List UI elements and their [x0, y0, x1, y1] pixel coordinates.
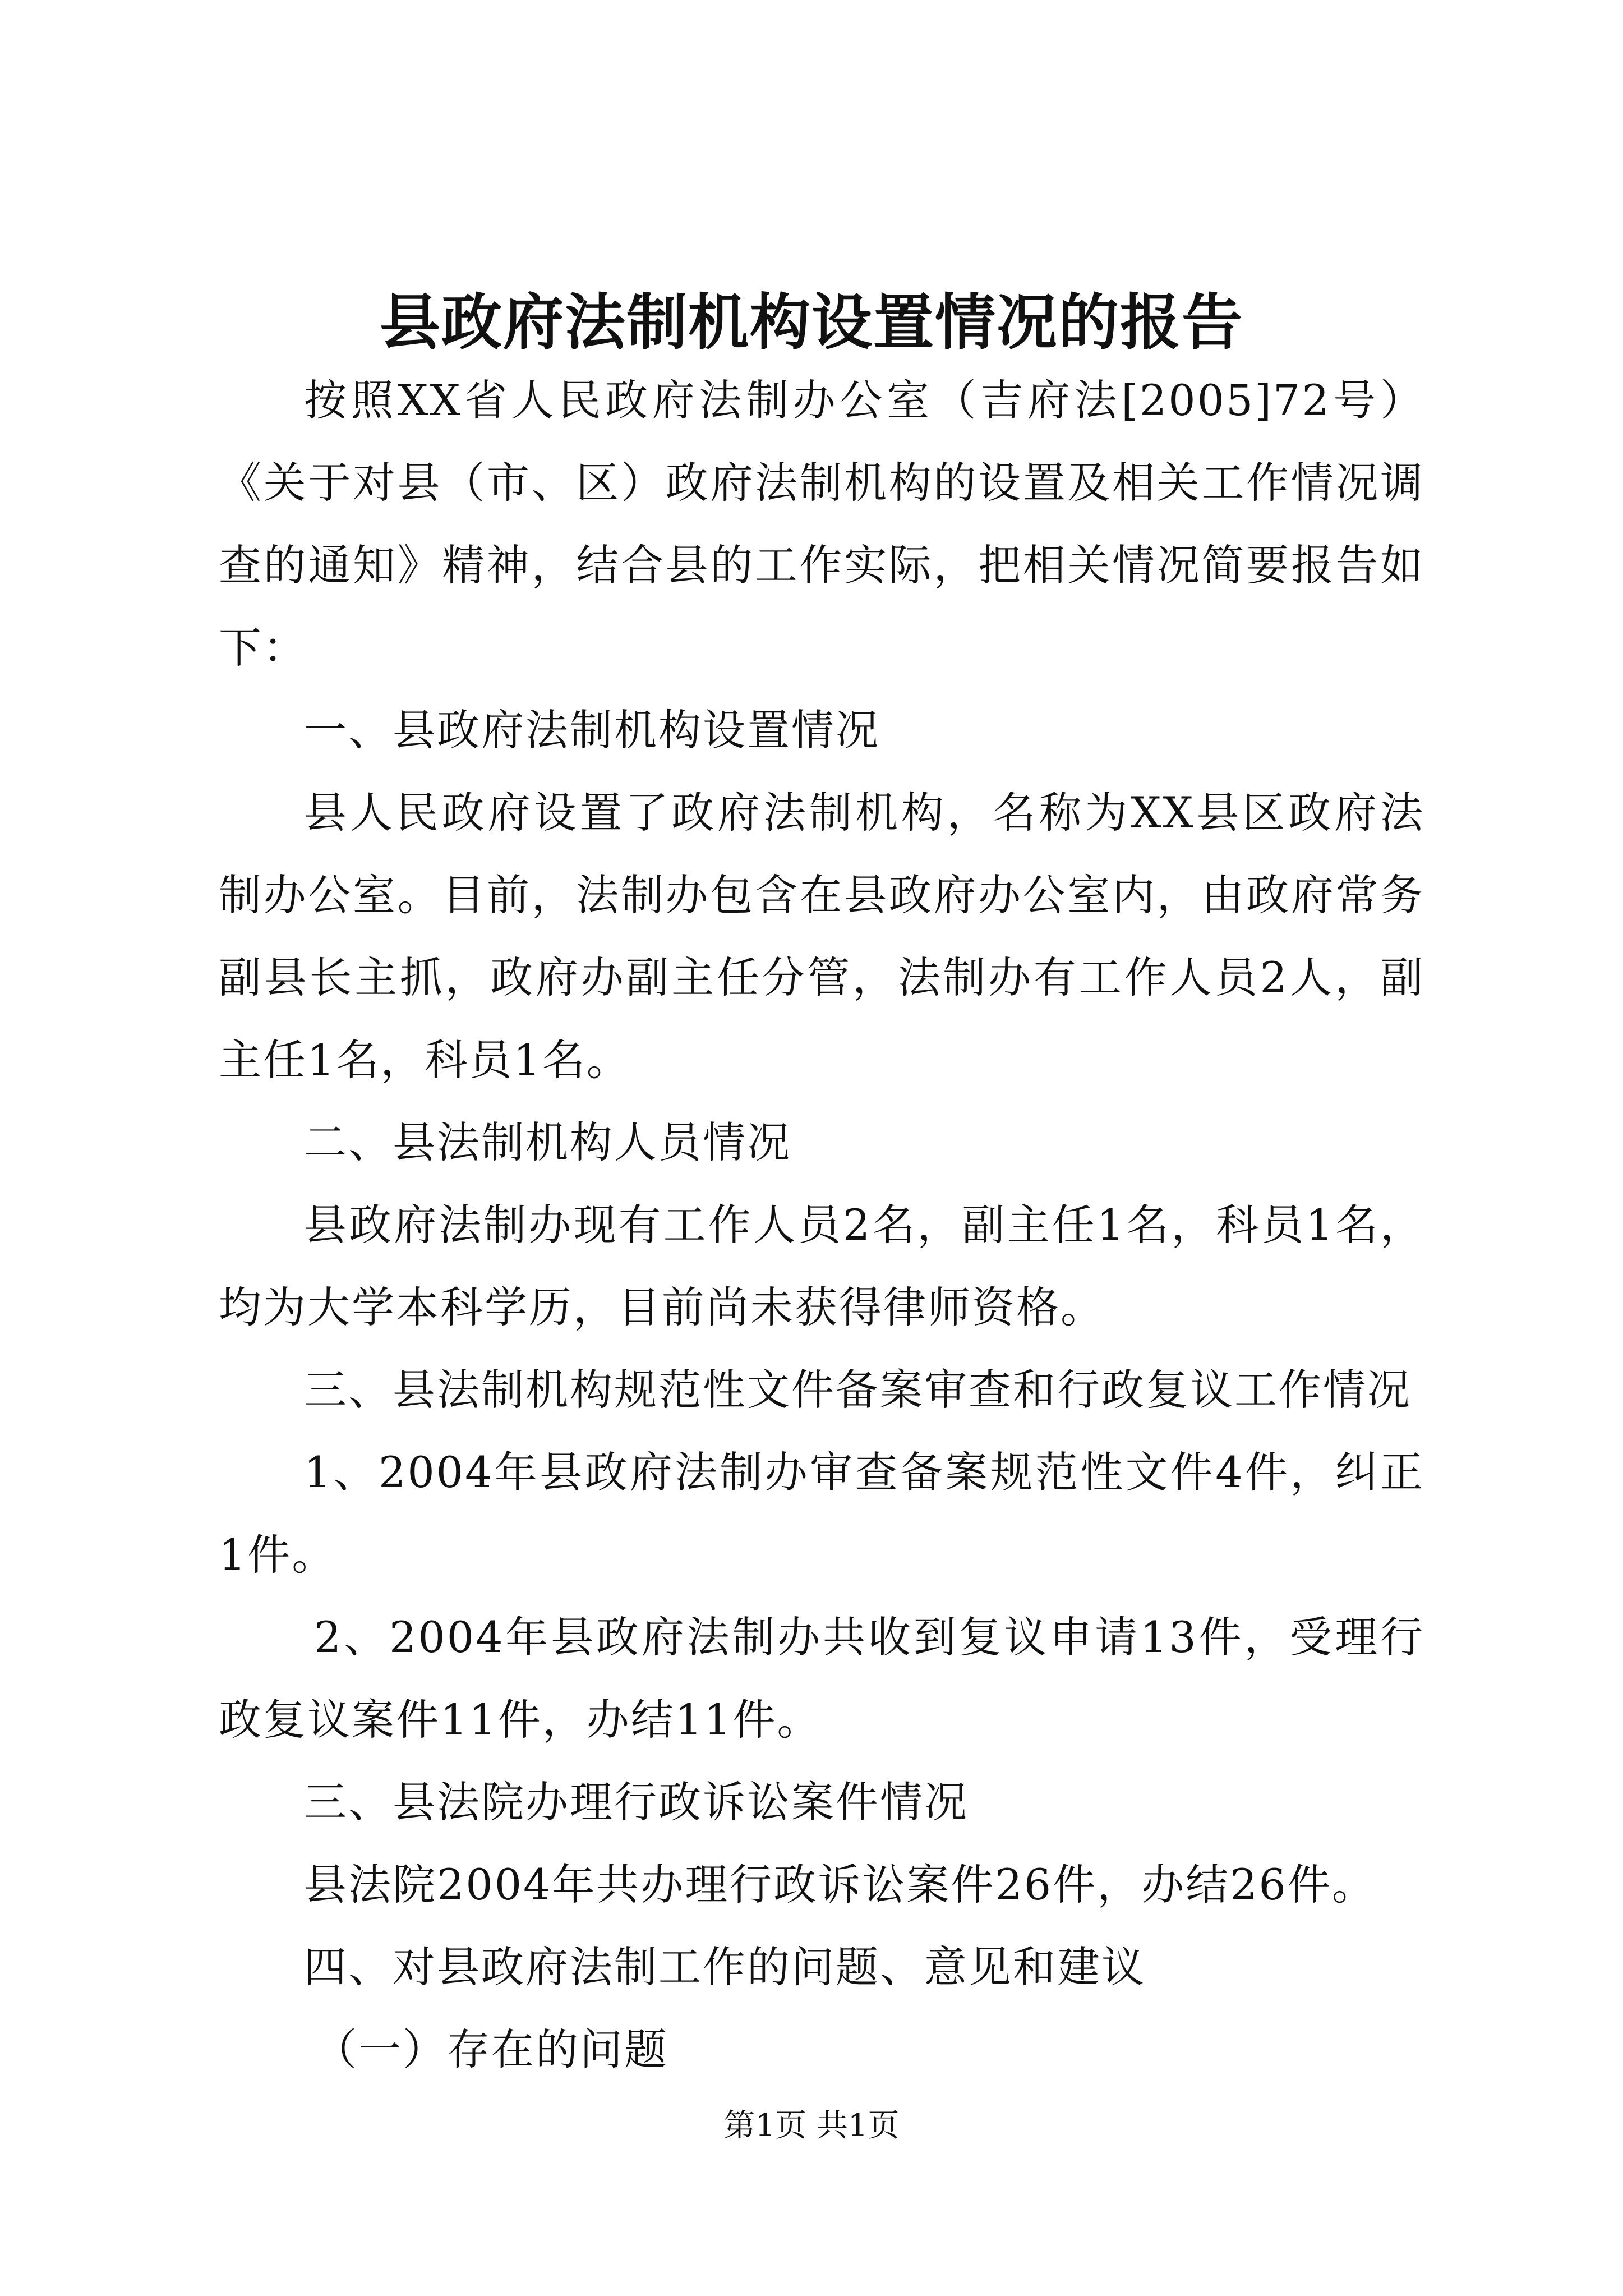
- section-heading-3: 三、县法制机构规范性文件备案审查和行政复议工作情况: [304, 1365, 1412, 1415]
- document-body: [219, 359, 1424, 2091]
- section-heading-4: 四、对县政府法制工作的问题、意见和建议: [304, 1942, 1146, 1992]
- section-3-item-1: 1、2004年县政府法制办审查备案规范性文件4件，纠正1件。: [219, 1447, 1424, 1580]
- section-2-paragraph: 县政府法制办现有工作人员2名，副主任1名，科员1名，均为大学本科学历，目前尚未获得律师资格。: [219, 1200, 1424, 1332]
- section-heading-court: 三、县法院办理行政诉讼案件情况: [304, 1777, 969, 1827]
- court-paragraph: 县法院2004年共办理行政诉讼案件26件，办结26件。: [304, 1860, 1376, 1910]
- intro-paragraph: 按照XX省人民政府法制办公室（吉府法[2005]72号）《关于对县（市、区）政府法制机构的设置及相关工作情况调查的通知》精神，结合县的工作实际，把相关情况简要报告如下：: [219, 375, 1424, 673]
- document-title: 县政府法制机构设置情况的报告: [379, 287, 1243, 358]
- subsection-heading-1: （一）存在的问题: [314, 2024, 668, 2074]
- page-footer: 第1页 共1页: [723, 2108, 900, 2144]
- section-3-item-2: 2、2004年县政府法制办共收到复议申请13件，受理行政复议案件11件，办结11件。: [219, 1612, 1424, 1745]
- section-heading-2: 二、县法制机构人员情况: [304, 1117, 791, 1167]
- section-1-paragraph: 县人民政府设置了政府法制机构，名称为XX县区政府法制办公室。目前，法制办包含在县政府办公室内，由政府常务副县长主抓，政府办副主任分管，法制办有工作人员2人，副主任1名，科员1名。: [219, 788, 1424, 1085]
- section-heading-1: 一、县政府法制机构设置情况: [304, 705, 880, 755]
